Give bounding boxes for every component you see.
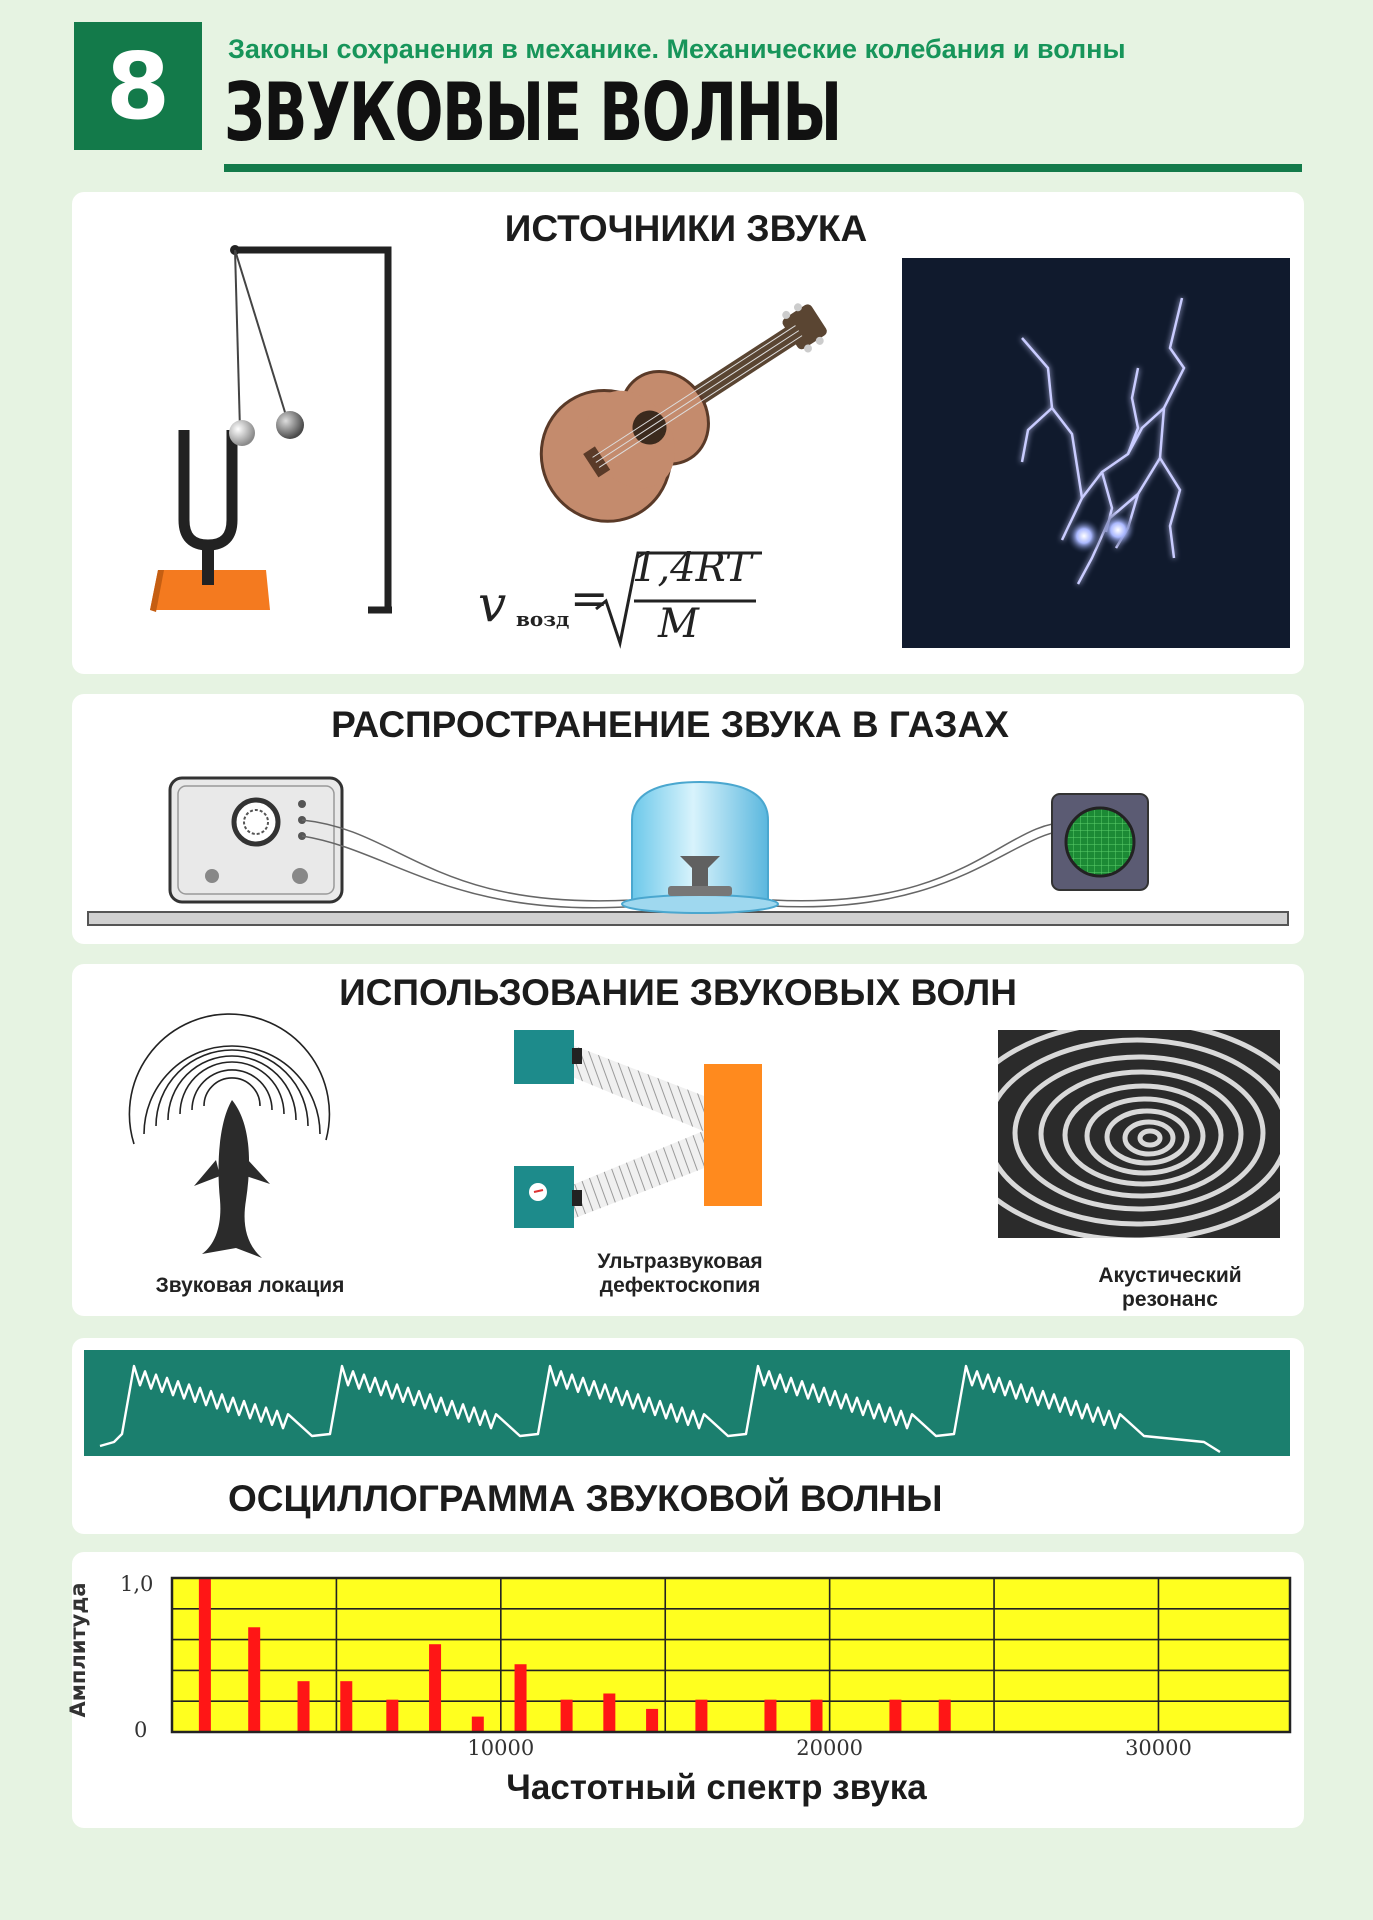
gases-title: РАСПРОСТРАНЕНИЕ ЗВУКА В ГАЗАХ (331, 704, 1009, 745)
lightning-photo (902, 258, 1290, 648)
guitar-illustration (530, 282, 830, 512)
usage-title: ИСПОЛЬЗОВАНИЕ ЗВУКОВЫХ ВОЛН (339, 972, 1017, 1013)
spectrum-bar (646, 1709, 658, 1732)
spectrum-bar (386, 1700, 398, 1732)
spectrum-bar (889, 1700, 901, 1732)
sources-title: ИСТОЧНИКИ ЗВУКА (504, 208, 868, 249)
speed-of-sound-formula (476, 545, 776, 645)
dolphin-sonar-illustration (120, 1010, 320, 1270)
chart-plot-area (172, 1578, 1290, 1732)
chart-y-axis-label: Амплитуда (66, 1582, 90, 1718)
formula-denominator: M (658, 601, 699, 647)
formula-equals: = (570, 571, 609, 625)
spectrum-bar (298, 1681, 310, 1732)
page-title: ЗВУКОВЫЕ ВОЛНЫ (224, 66, 841, 159)
spectrum-bar (515, 1664, 527, 1732)
spectrum-bar (340, 1681, 352, 1732)
formula-numerator: 1,4RT (632, 545, 752, 591)
y-tick-label-bottom: 0 (134, 1718, 148, 1742)
sound-location-caption: Звуковая локация (155, 1274, 345, 1297)
section-number: 8 (74, 22, 202, 150)
spectrum-bar (248, 1627, 260, 1732)
spectrum-bar (810, 1700, 822, 1732)
spectrum-bar (764, 1700, 776, 1732)
ultrasonic-flaw-detection-illustration (510, 1024, 780, 1234)
chart-title: Частотный спектр звука (506, 1768, 927, 1807)
y-tick-label-top: 1,0 (120, 1572, 154, 1596)
x-tick-label: 30000 (1125, 1736, 1192, 1760)
tuning-fork-pendulum-illustration (140, 240, 440, 640)
spectrum-bar (939, 1700, 951, 1732)
x-tick-label: 20000 (796, 1736, 864, 1760)
acoustic-resonance-image (998, 1030, 1280, 1238)
spectrum-bar (603, 1694, 615, 1733)
spectrum-bar (429, 1644, 441, 1732)
formula-symbol: v (478, 575, 507, 633)
spectrum-bar (695, 1700, 707, 1732)
spectrum-bar (472, 1717, 484, 1732)
ultrasonic-caption: Ультразвуковая дефектоскопия (597, 1250, 763, 1297)
oscillogram-title: ОСЦИЛЛОГРАММА ЗВУКОВОЙ ВОЛНЫ (228, 1478, 943, 1519)
frequency-spectrum-chart (172, 1578, 1290, 1732)
title-underline (224, 164, 1302, 172)
section-subtitle: Законы сохранения в механике. Механические колебания и волны (228, 34, 1126, 64)
x-tick-label: 10000 (467, 1736, 535, 1760)
spectrum-bar (561, 1700, 573, 1732)
formula-subscript: возд (516, 607, 570, 631)
sound-in-gases-apparatus (72, 760, 1304, 940)
acoustic-resonance-caption: Акустический резонанс (1098, 1264, 1242, 1311)
oscillogram-wave (84, 1350, 1290, 1456)
spectrum-bar (199, 1578, 211, 1732)
